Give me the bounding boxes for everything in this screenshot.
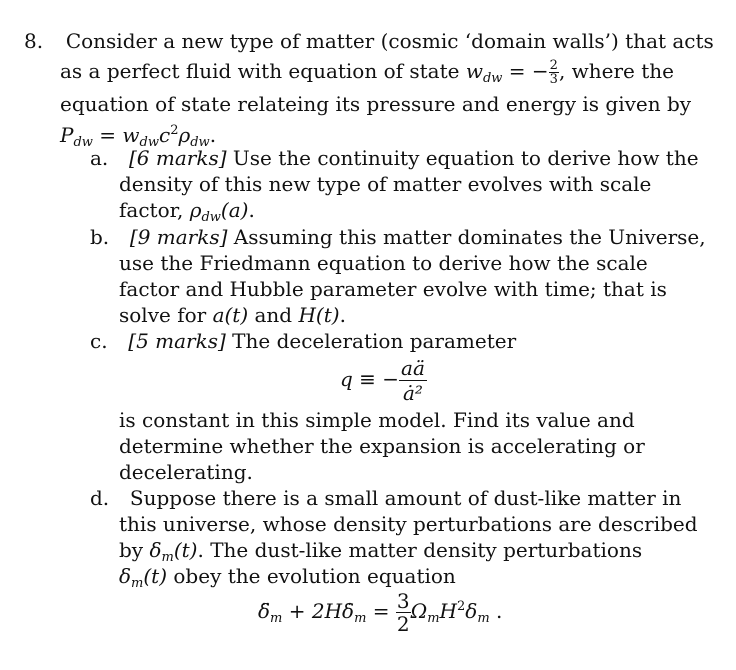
part-a-marks: [6 marks] [129, 146, 227, 170]
question-number: 8. [24, 29, 44, 53]
part-b-label: b. [90, 225, 110, 249]
question-text: Consider a new type of matter (cosmic ‘domain walls’) that acts [65, 29, 714, 53]
part-b-line-2: use the Friedmann equation to derive how the scale [119, 251, 648, 275]
part-d-line-4: $\delta_m(t)$ obey the evolution equation [119, 564, 456, 591]
fraction: $\frac{aä}{\text{ȧ²}}$ [401, 356, 425, 405]
part-b-marks: [9 marks] [129, 225, 228, 249]
question-line-1 [24, 28, 714, 54]
part-b-line-1: b. [9 marks] Assuming this matter dominates the Universe, [90, 225, 706, 249]
question-line-3: equation of state relateing its pressure and energy is given by [60, 92, 692, 116]
part-d-line-1: d. Suppose there is a small amount of dust-like matter in [90, 486, 682, 510]
part-a-line-1: a. [6 marks] Use the continuity equation to derive how the [90, 146, 699, 170]
perturbation-evolution-equation: $\deltä_m$ + $2H\deltȧ_m$ = $\frac{3}{2}$ $\Omega_mH^2\delta_m$ . [258, 589, 503, 636]
part-c-line-4: decelerating. [119, 460, 253, 484]
part-a-line-2: density of this new type of matter evolves with scale [119, 172, 652, 196]
part-b-line-3: factor and Hubble parameter evolve with time; that is [119, 277, 667, 301]
part-c-line-1: c. [5 marks] The deceleration parameter [90, 329, 517, 353]
question-line-4: $P_{dw} = w_{dw}c^2\rho_{dw}$. [60, 123, 217, 150]
part-a-line-3: factor, $\rho_{dw}(a)$. [119, 198, 255, 225]
part-c-line-3: determine whether the expansion is accelerating or [119, 434, 645, 458]
deceleration-parameter-equation: q ≡ − $\frac{aä}{\text{ȧ²}}$ [340, 356, 425, 405]
part-d-line-2: this universe, whose density perturbations are described [119, 512, 698, 536]
fraction: $\frac{3}{2}$ [396, 589, 410, 636]
part-b-line-4: solve for a(t) and H(t). [119, 303, 346, 327]
fraction: $\frac{2}{3}$ [549, 58, 558, 87]
part-c-line-2: is constant in this simple model. Find its value and [119, 408, 635, 432]
part-a-label: a. [90, 146, 109, 170]
part-c-marks: [5 marks] [128, 329, 226, 353]
question-line-2: as a perfect fluid with equation of state $w_{dw}$ = − $\frac{2}{3}$ , where the [60, 58, 674, 87]
part-d-label: d. [90, 486, 110, 510]
part-c-label: c. [90, 329, 108, 353]
part-d-line-3: by $\delta_m(t)$. The dust-like matter density perturbations [119, 538, 643, 565]
